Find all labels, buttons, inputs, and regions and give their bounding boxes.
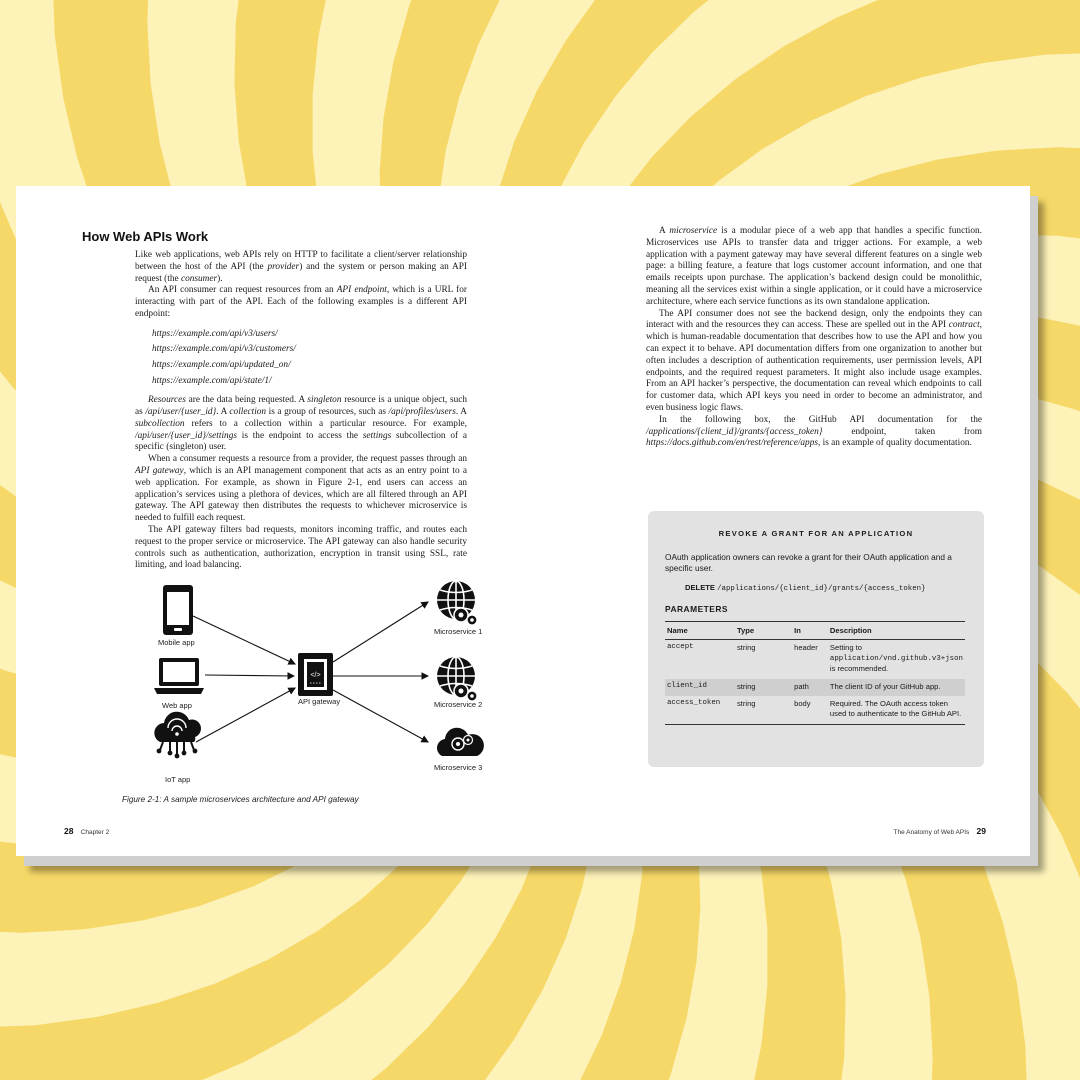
arrow [333, 690, 428, 742]
table-row [665, 640, 965, 679]
param-in: body [792, 696, 828, 724]
param-name: client_id [665, 679, 735, 697]
endpoint-url: https://example.com/api/v3/customers/ [152, 344, 296, 355]
endpoint-url: https://example.com/api/updated_on/ [152, 359, 291, 370]
table-row [665, 679, 965, 697]
running-head: The Anatomy of Web APIs [893, 829, 970, 836]
book-spread [16, 186, 1030, 856]
param-description: Required. The OAuth access token used to authenticate to the GitHub API. [828, 696, 965, 724]
microservice-1-label: Microservice 1 [434, 627, 483, 636]
http-method: DELETE [685, 583, 715, 592]
cloud-gears-icon [437, 728, 484, 756]
laptop-icon [154, 658, 204, 694]
right-footer [894, 826, 986, 836]
right-page-body [646, 226, 982, 450]
arrow [205, 675, 294, 676]
endpoint-url-list [152, 327, 467, 389]
microservices-diagram [132, 580, 488, 790]
microservice-3-label: Microservice 3 [434, 763, 483, 772]
figure-caption: Figure 2-1: A sample microservices architecture and API gateway [122, 795, 359, 804]
column-header: Description [828, 622, 965, 640]
param-type: string [735, 696, 792, 724]
paragraph: The API gateway filters bad requests, monitors incoming traffic, and routes each request to the proper service or microservice. The API gateway can also handle security controls such as authentication, authorization, encryption in transit using SSL, rate limiting, and load balancing. [135, 524, 467, 571]
box-description: OAuth application owners can revoke a grant for their OAuth application and a specific user. [665, 552, 952, 574]
param-in: path [792, 679, 828, 697]
column-header: Name [665, 622, 735, 640]
endpoint-path: /applications/{client_id}/grants/{access_token} [717, 585, 926, 593]
mobile-app-label: Mobile app [158, 638, 195, 647]
endpoint-url: https://example.com/api/state/1/ [152, 375, 272, 386]
left-page-body [135, 250, 467, 572]
paragraph: The API consumer does not see the backend design, only the endpoints they can interact with and the resources they can access. These are spelled out in the API contract, which is human-readable documentation that describes how to use the API and how you can expect it to behave. API documentation differs from one organization to another but often includes a description of authentication requirements, user permission levels, API endpoints, and the required request parameters. It might also include usage examples. From an API hacker’s perspective, the documentation can reveal which endpoints to call for customer data, which API keys you need in order to become an administrator, and even business logic flaws. [646, 308, 982, 413]
table-row [665, 696, 965, 724]
endpoint-url: https://example.com/api/v3/users/ [152, 328, 278, 339]
paragraph: Resources are the data being requested. A singleton resource is a unique object, such as /api/user/{user_id}. A collection is a group of resources, such as /api/profiles/users. A subcollection refers to a collection within a particular resource. For example, /api/user/{user_id}/settings is the endpoint to access the settings subcollection of a specific (singleton) user. [135, 395, 467, 453]
paragraph: In the following box, the GitHub API documentation for the /applications/{client_id}/grants/{access_token} endpoint, taken from https://docs.github.com/en/rest/reference/apps, is an example of quality documentation. [646, 414, 982, 449]
left-footer [64, 826, 109, 836]
param-type: string [736, 643, 756, 652]
running-head: Chapter 2 [80, 829, 110, 836]
paragraph: When a consumer requests a resource from a provider, the request passes through an API gateway, which is an API management component that acts as an entry point to a web application. For example, as shown in Figure 2-1, end users can access an application’s services using a plethora of devices, which are all filtered through an API gateway. The API gateway then distributes the requests to whichever microservice is needed to fulfill each request. [135, 454, 467, 524]
param-type: string [735, 679, 792, 697]
web-app-label: Web app [162, 701, 192, 710]
iot-cloud-icon [154, 712, 201, 759]
arrow [193, 616, 295, 664]
param-in: header [794, 643, 818, 652]
section-heading: How Web APIs Work [82, 229, 209, 244]
arrow [333, 602, 428, 662]
arrow [196, 688, 295, 742]
box-title: REVOKE A GRANT FOR AN APPLICATION [718, 529, 914, 538]
param-name: accept [667, 643, 694, 651]
page-number: 28 [64, 826, 74, 836]
param-description: The client ID of your GitHub app. [828, 679, 965, 697]
globe-gears-icon [437, 581, 477, 625]
paragraph: Like web applications, web APIs rely on HTTP to facilitate a client/server relationship between the host of the API (the provider) and the system or person making an API request (the consumer). [135, 250, 467, 284]
mobile-phone-icon [163, 585, 193, 635]
column-header: In [792, 622, 828, 640]
column-header: Type [735, 622, 792, 640]
parameters-heading: PARAMETERS [665, 604, 729, 614]
parameters-table [665, 621, 965, 725]
endpoint-line [685, 583, 926, 593]
globe-gears-icon [437, 657, 477, 701]
api-doc-box [648, 511, 984, 767]
svg-text:</>: </> [310, 672, 321, 679]
paragraph: An API consumer can request resources from an API endpoint, which is a URL for interacting with part of the API. Each of the following examples is a different API endpoint: [135, 285, 467, 319]
param-name: access_token [665, 696, 735, 724]
api-gateway-label: API gateway [298, 697, 341, 706]
param-description: Setting to application/vnd.github.v3+json is recommended. [829, 643, 963, 674]
page-number: 29 [976, 826, 986, 836]
paragraph: A microservice is a modular piece of a web app that handles a specific function. Microservices use APIs to transfer data and trigger actions. For example, a web application with a payment gateway may have several different features on a single web page: a billing feature, a feature that logs customer account information, and one that emails receipts upon purchase. The application’s backend design could be monolithic, meaning all the services exist within a single application, or it could have a microservice architecture, where each service functions as its own standalone application. [646, 226, 982, 307]
iot-app-label: IoT app [165, 775, 191, 784]
microservice-2-label: Microservice 2 [434, 700, 483, 709]
api-gateway-icon [298, 653, 333, 696]
table-header-row [665, 622, 965, 640]
